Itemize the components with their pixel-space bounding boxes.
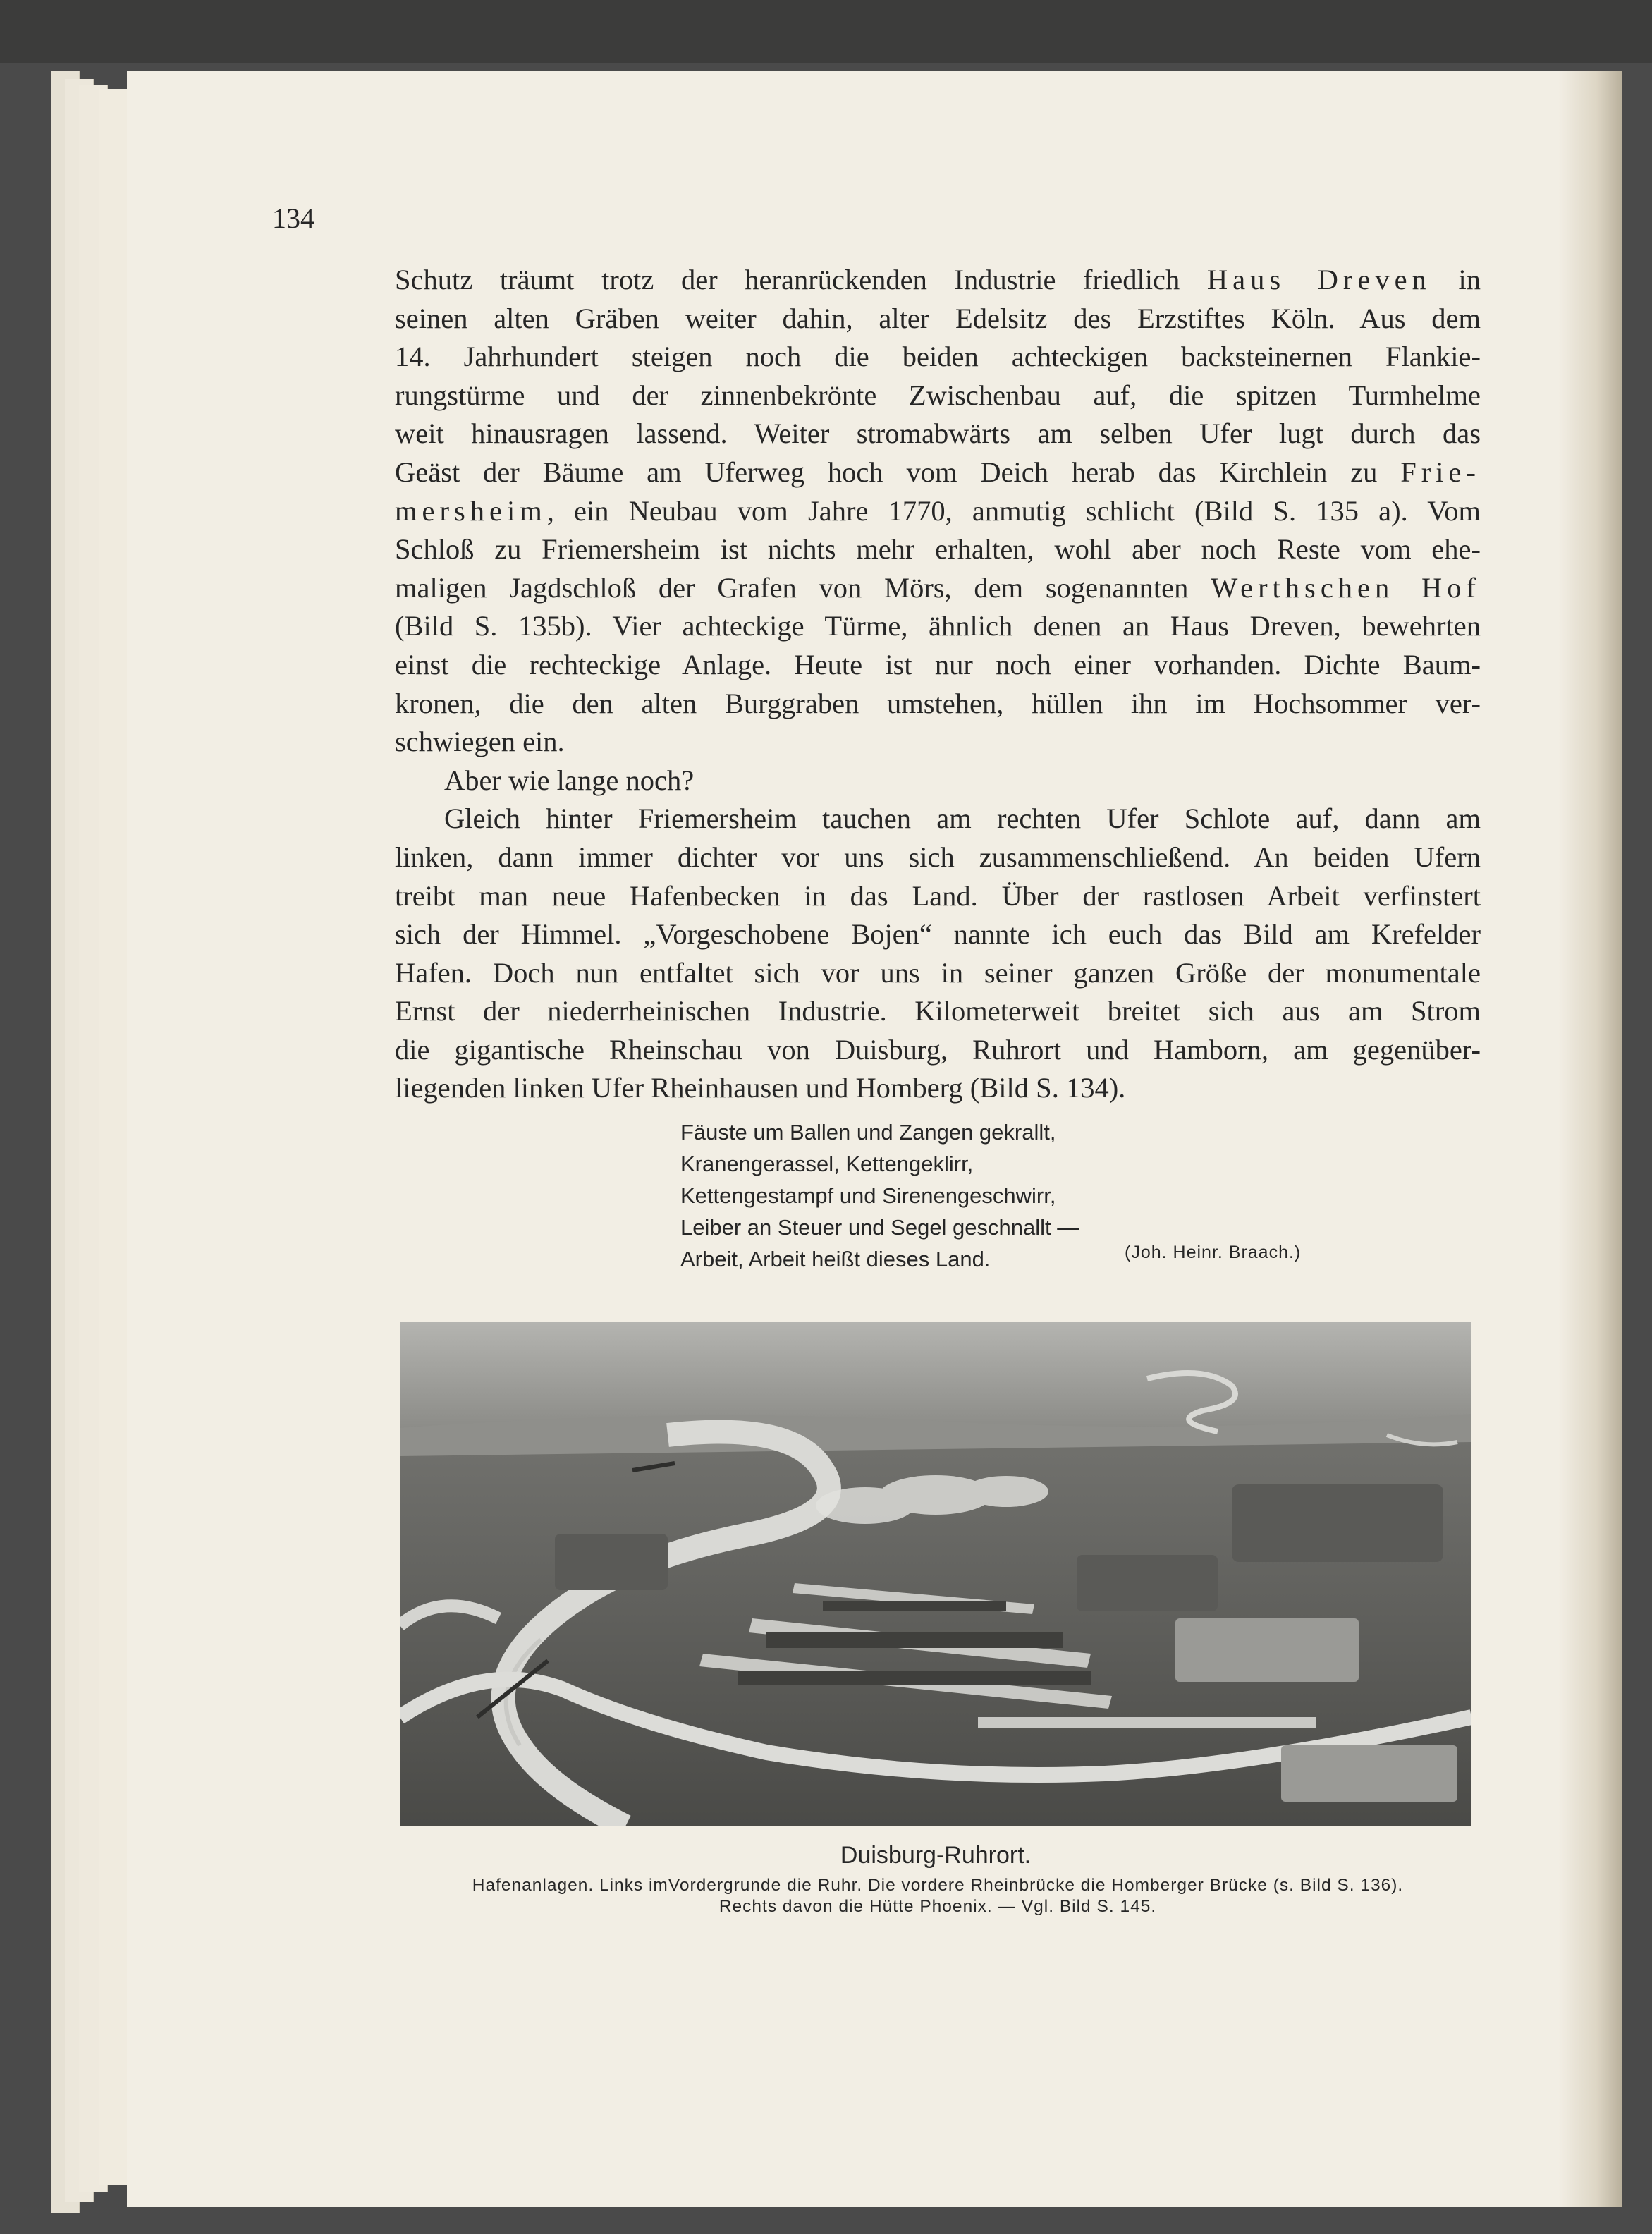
text-line (395, 492, 1481, 531)
text-line (395, 992, 1481, 1031)
body-text (395, 261, 1481, 1108)
aerial-photo-duisburg-ruhrort (400, 1322, 1471, 1826)
poem-line: Kranengerassel, Kettengeklirr, (680, 1152, 974, 1176)
text-line (395, 530, 1481, 569)
text-line (395, 569, 1481, 608)
scan-background (0, 0, 1652, 63)
poem-line: Arbeit, Arbeit heißt dieses Land. (680, 1247, 991, 1271)
text-segment: linken, dann immer dichter vor uns sich zusammenschließend. An beiden Ufern (395, 841, 1481, 873)
page-curve-shadow (1558, 71, 1622, 2207)
text-segment: in (1431, 264, 1481, 295)
text-line (395, 300, 1481, 338)
page-edge (99, 89, 128, 2185)
text-line (395, 607, 1481, 646)
paragraph (395, 762, 1481, 800)
text-segment: maligen Jagdschloß der Grafen von Mörs, dem sogenannten (395, 571, 1211, 604)
text-segment: die gigantische Rheinschau von Duisburg, Ruhrort und Hamborn, am gegenüber- (395, 1033, 1481, 1066)
text-segment: (Bild S. 135b). Vier achteckige Türme, ähnlich denen an Haus Dreven, bewehrten (395, 610, 1481, 642)
text-segment: Hafen. Doch nun entfaltet sich vor uns in seiner ganzen Größe der monumentale (395, 956, 1481, 989)
text-segment: Schutz träumt trotz der heranrückenden Industrie friedlich (395, 264, 1207, 295)
spaced-emphasis: Haus Dreven (1206, 264, 1431, 295)
text-line (395, 415, 1481, 453)
text-segment: sich der Himmel. „Vorgeschobene Bojen“ nannte ich euch das Bild am Krefelder (395, 918, 1481, 951)
text-segment: liegenden linken Ufer Rheinhausen und Homberg (Bild S. 134). (395, 1072, 1126, 1104)
text-segment: Schloß zu Friemersheim ist nichts mehr erhalten, wohl aber noch Reste vom ehe- (395, 533, 1481, 566)
text-line (395, 685, 1481, 724)
text-segment: , ein Neubau vom Jahre 1770, anmutig schlicht (Bild S. 135 a). Vom (546, 494, 1481, 527)
text-segment: Ernst der niederrheinischen Industrie. Kilometerweit breitet sich aus am Strom (395, 995, 1481, 1027)
text-segment: einst die rechteckige Anlage. Heute ist nur noch einer vorhanden. Dichte Baum- (395, 648, 1481, 680)
figure-title: Duisburg-Ruhrort. (840, 1842, 1032, 1869)
text-segment: kronen, die den alten Burggraben umstehen, hüllen ihn im Hochsommer ver- (395, 687, 1481, 719)
text-line (395, 915, 1481, 954)
text-line (395, 377, 1481, 415)
text-segment: schwiegen ein. (395, 726, 565, 758)
text-line (395, 646, 1481, 685)
paragraph (395, 261, 1481, 762)
text-line (395, 261, 1481, 300)
text-segment: weit hinausragen lassend. Weiter stromabwärts am selben Ufer lugt durch das (395, 417, 1481, 450)
figure-caption-line: Rechts davon die Hütte Phoenix. — Vgl. Bild S. 145. (718, 1897, 1157, 1916)
harbor-illustration (400, 1322, 1471, 1826)
poem-line: Leiber an Steuer und Segel geschnallt — (680, 1215, 1079, 1240)
text-line (395, 762, 1481, 800)
text-segment: rungstürme und der zinnenbekrönte Zwischenbau auf, die spitzen Turmhelme (395, 379, 1481, 411)
poem-line: Kettengestampf und Sirenengeschwirr, (680, 1183, 1056, 1208)
page-number: 134 (272, 202, 314, 234)
spaced-emphasis: Werthschen Hof (1211, 571, 1481, 604)
text-line (395, 800, 1481, 838)
text-segment: Geäst der Bäume am Uferweg hoch vom Deich herab das Kirchlein zu (395, 456, 1401, 488)
text-line (395, 838, 1481, 877)
text-segment: treibt man neue Hafenbecken in das Land. Über der rastlosen Arbeit verfinstert (395, 879, 1481, 912)
poem-line: Fäuste um Ballen und Zangen gekrallt, (680, 1120, 1056, 1145)
text-line (395, 338, 1481, 377)
spaced-emphasis: Frie- (1400, 456, 1481, 488)
text-line (395, 723, 1481, 762)
text-line (395, 1031, 1481, 1070)
text-line (395, 954, 1481, 993)
paragraph (395, 800, 1481, 1108)
text-segment: seinen alten Gräben weiter dahin, alter Edelsitz des Erzstiftes Köln. Aus dem (395, 302, 1481, 334)
text-segment: 14. Jahrhundert steigen noch die beiden achteckigen backsteinernen Flankie- (395, 341, 1481, 373)
text-segment: Aber wie lange noch? (444, 764, 695, 796)
text-line (395, 877, 1481, 916)
text-segment: Gleich hinter Friemersheim tauchen am rechten Ufer Schlote auf, dann am (444, 802, 1481, 835)
figure-caption-line: Hafenanlagen. Links imVordergrunde die Ruhr. Die vordere Rheinbrücke die Homberger Brücke (s. Bild S. 136). (472, 1876, 1404, 1895)
spaced-emphasis: mersheim (395, 494, 547, 527)
text-line (395, 453, 1481, 492)
poem-attribution: (Joh. Heinr. Braach.) (1125, 1243, 1302, 1262)
text-line (395, 1069, 1481, 1108)
